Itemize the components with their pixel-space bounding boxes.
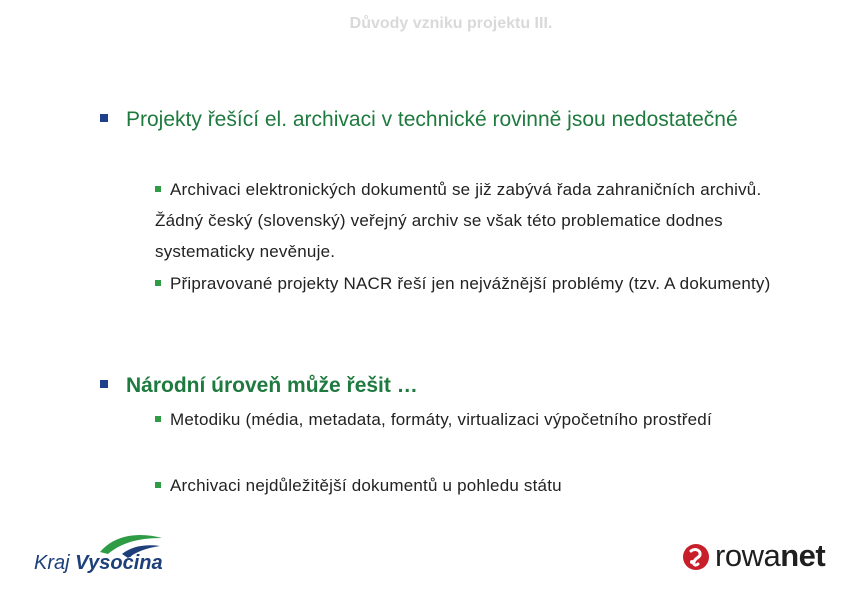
section-2-item-2-text: Archivaci nejdůležitější dokumentů u pohledu státu bbox=[170, 476, 562, 495]
square-bullet-icon bbox=[100, 380, 108, 388]
section-2-item-1-text: Metodiku (média, metadata, formáty, virtualizaci výpočetního prostředí bbox=[170, 410, 712, 429]
section-2-item-2 bbox=[155, 470, 795, 501]
rowanet-wordmark bbox=[715, 538, 825, 574]
square-bullet-icon bbox=[155, 416, 161, 422]
section-1-item-2-text: Připravované projekty NACR řeší jen nejvážnější problémy (tzv. A dokumenty) bbox=[170, 274, 771, 293]
logo-kraj-text: Kraj bbox=[34, 552, 70, 574]
rowanet-logo bbox=[683, 538, 842, 582]
section-2-item-1 bbox=[155, 404, 795, 435]
section-1-heading bbox=[100, 104, 780, 136]
slide-title: Důvody vzniku projektu III. bbox=[349, 15, 553, 32]
section-1-heading-text: Projekty řešící el. archivaci v technické rovinně jsou nedostatečné bbox=[126, 108, 738, 131]
square-bullet-icon bbox=[155, 482, 161, 488]
square-bullet-icon bbox=[155, 186, 161, 192]
logo-rowa-text: rowa bbox=[715, 538, 781, 573]
kraj-vysocina-wordmark bbox=[34, 552, 163, 575]
section-1-item-1-text: Archivaci elektronických dokumentů se již zabývá řada zahraničních archivů. Žádný český (slovenský) veřejný archiv se však této problematice dodnes systematicky nevěnuje. bbox=[155, 180, 762, 261]
section-2-heading bbox=[100, 370, 780, 402]
logo-net-text: net bbox=[780, 538, 826, 573]
kraj-vysocina-logo bbox=[30, 530, 170, 580]
section-1-item-1 bbox=[155, 174, 795, 267]
logo-vysocina-text: Vysočina bbox=[75, 552, 163, 574]
rowanet-mark-icon bbox=[683, 544, 709, 570]
square-bullet-icon bbox=[100, 114, 108, 122]
section-1-item-2 bbox=[155, 268, 795, 299]
section-2-heading-text: Národní úroveň může řešit … bbox=[126, 374, 418, 397]
square-bullet-icon bbox=[155, 280, 161, 286]
